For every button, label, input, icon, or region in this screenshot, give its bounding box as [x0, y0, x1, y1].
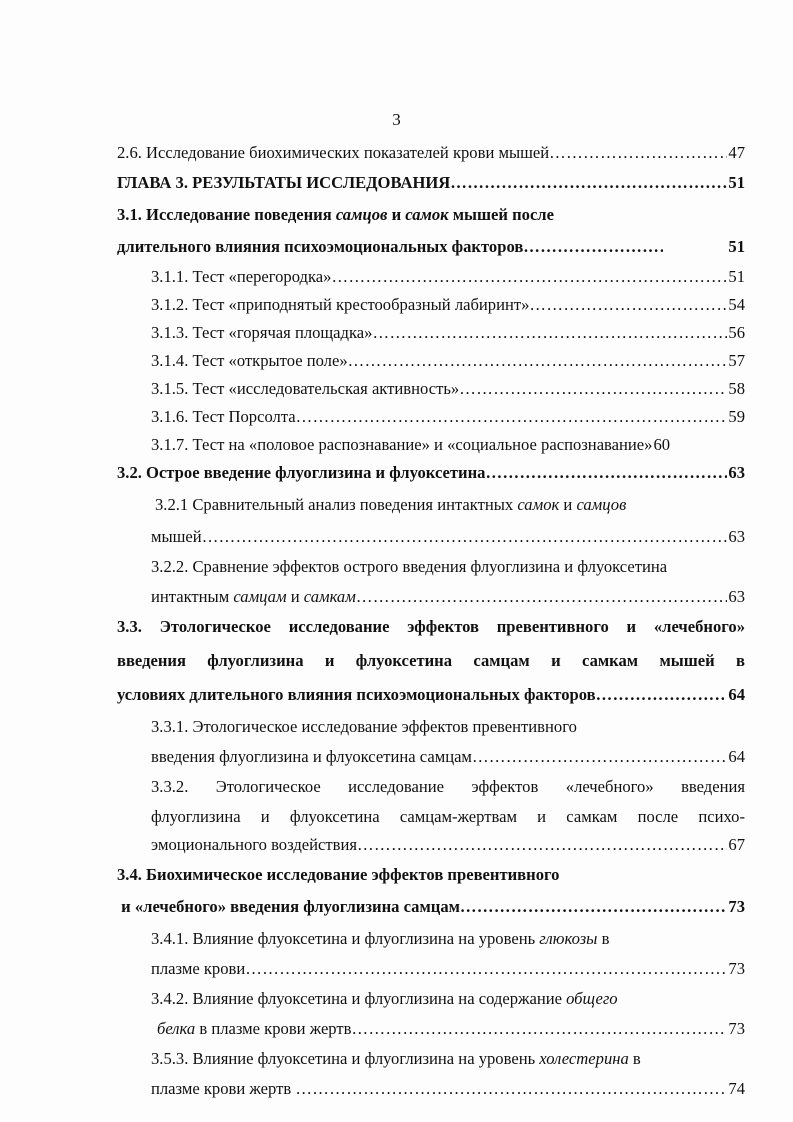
toc-entry-3-2-2-line2: интактным самцам и самкам ………………………………………………………………………………………………………………………………………………………………… 63 [117, 583, 745, 611]
page-ref: 54 [728, 295, 745, 314]
page-ref: 64 [728, 747, 745, 766]
toc-entry-3-1-6: 3.1.6. Тест Порсолта ………………………………………………………………………………………………………………………………………………………………… 59 [117, 403, 745, 431]
toc-section-3-4-line2: и «лечебного» введения флуоглизина самцам ………………………………………………………………………………………………………………………………………………………………… 73 [117, 891, 745, 923]
page-ref: 58 [728, 379, 745, 398]
toc-entry-3-1-4: 3.1.4. Тест «открытое поле» ………………………………………………………………………………………………………………………………………………………………… 57 [117, 347, 745, 375]
page-ref: 51 [728, 173, 745, 192]
page-ref: 59 [728, 407, 745, 426]
page-ref: 47 [728, 143, 745, 162]
toc-entry-3-3-1-line2: введения флуоглизина и флуоксетина самцам ………………………………………………………………………………………………………………………………………………………………… 64 [117, 743, 745, 771]
toc-entry-3-3-2-line1: 3.3.2. Этологическое исследование эффектов «лечебного» введения [151, 777, 745, 796]
toc-entry-3-2-1-line1: 3.2.1 Сравнительный анализ поведения интактных самок и самцов [155, 495, 627, 514]
page-ref: 63 [728, 527, 745, 546]
page-ref: 63 [728, 463, 745, 482]
page-ref: 56 [728, 323, 745, 342]
page-ref: 51 [728, 267, 745, 286]
toc-entry-3-1-7: 3.1.7. Тест на «половое распознавание» и «социальное распознавание» 60 [117, 431, 745, 459]
table-of-contents [117, 139, 745, 1103]
toc-section-3-1-line2: длительного влияния психоэмоциональных факторов ………………………………………………………………………………………………………………………………………………………………… 51 [117, 231, 745, 263]
toc-entry-3-3-2-line2: флуоглизина и флуоксетина самцам-жертвам и самкам после психо- [151, 807, 745, 826]
page-ref: 73 [728, 897, 745, 916]
toc-chapter-3: ГЛАВА 3. РЕЗУЛЬТАТЫ ИССЛЕДОВАНИЯ ………………………………………………………………………………………………………………………………………………………………… 51 [117, 167, 745, 199]
toc-entry-3-1-1: 3.1.1. Тест «перегородка» ………………………………………………………………………………………………………………………………………………………………… 51 [117, 263, 745, 291]
toc-entry-3-2-2-line1: 3.2.2. Сравнение эффектов острого введения флуоглизина и флуоксетина [151, 557, 668, 576]
toc-entry-3-2-1-line2: мышей ………………………………………………………………………………………………………………………………………………………………… 63 [117, 523, 745, 551]
toc-entry-3-5-3-line2: плазме крови жертв ………………………………………………………………………………………………………………………………………………………………… 74 [117, 1075, 745, 1103]
toc-section-3-3-line1: 3.3. Этологическое исследование эффектов превентивного и «лечебного» [117, 617, 745, 636]
page-ref: 74 [728, 1079, 745, 1098]
page-ref: 57 [728, 351, 745, 370]
toc-entry-3-4-1-line1: 3.4.1. Влияние флуоксетина и флуоглизина на уровень глюкозы в [151, 929, 610, 948]
page-ref: 64 [728, 685, 745, 704]
toc-section-3-1-line1: 3.1. Исследование поведения самцов и самок мышей после [117, 205, 554, 224]
page-number: 3 [392, 110, 401, 129]
toc-entry-3-3-2-line3: эмоционального воздействия ………………………………………………………………………………………………………………………………………………………………… 67 [117, 831, 745, 859]
toc-entry-3-4-2-line2: белка в плазме крови жертв ………………………………………………………………………………………………………………………………………………………………… 73 [117, 1015, 745, 1043]
page-ref: 73 [728, 959, 745, 978]
toc-section-3-3-line2: введения флуоглизина и флуоксетина самцам и самкам мышей в [117, 651, 745, 670]
page-ref: 67 [728, 835, 745, 854]
toc-entry-3-5-3-line1: 3.5.3. Влияние флуоксетина и флуоглизина на уровень холестерина в [151, 1049, 641, 1068]
toc-section-3-4-line1: 3.4. Биохимическое исследование эффектов превентивного [117, 865, 560, 884]
toc-section-3-2: 3.2. Острое введение флуоглизина и флуоксетина ………………………………………………………………………………………………………………………………………………………………… 63 [117, 459, 745, 487]
toc-entry-3-1-3: 3.1.3. Тест «горячая площадка» ………………………………………………………………………………………………………………………………………………………………… 56 [117, 319, 745, 347]
toc-entry-3-4-2-line1: 3.4.2. Влияние флуоксетина и флуоглизина на содержание общего [151, 989, 618, 1008]
page-ref: 63 [728, 587, 745, 606]
toc-entry-3-3-1-line1: 3.3.1. Этологическое исследование эффектов превентивного [151, 717, 577, 736]
toc-entry-2-6: 2.6. Исследование биохимических показателей крови мышей ………………………………………………………………………………………………………………………………………………………………… 47 [117, 139, 745, 167]
toc-entry-3-1-2: 3.1.2. Тест «приподнятый крестообразный лабиринт» ………………………………………………………………………………………………………………………………………………………………… 54 [117, 291, 745, 319]
toc-entry-3-1-5: 3.1.5. Тест «исследовательская активность» ………………………………………………………………………………………………………………………………………………………………… 58 [117, 375, 745, 403]
page-ref: 60 [653, 435, 671, 454]
page-ref: 51 [728, 237, 745, 256]
toc-entry-3-4-1-line2: плазме крови ………………………………………………………………………………………………………………………………………………………………… 73 [117, 955, 745, 983]
page-ref: 73 [728, 1019, 745, 1038]
toc-section-3-3-line3: условиях длительного влияния психоэмоциональных факторов ………………………………………………………………………………………………………………………………………………………………… 64 [117, 679, 745, 711]
